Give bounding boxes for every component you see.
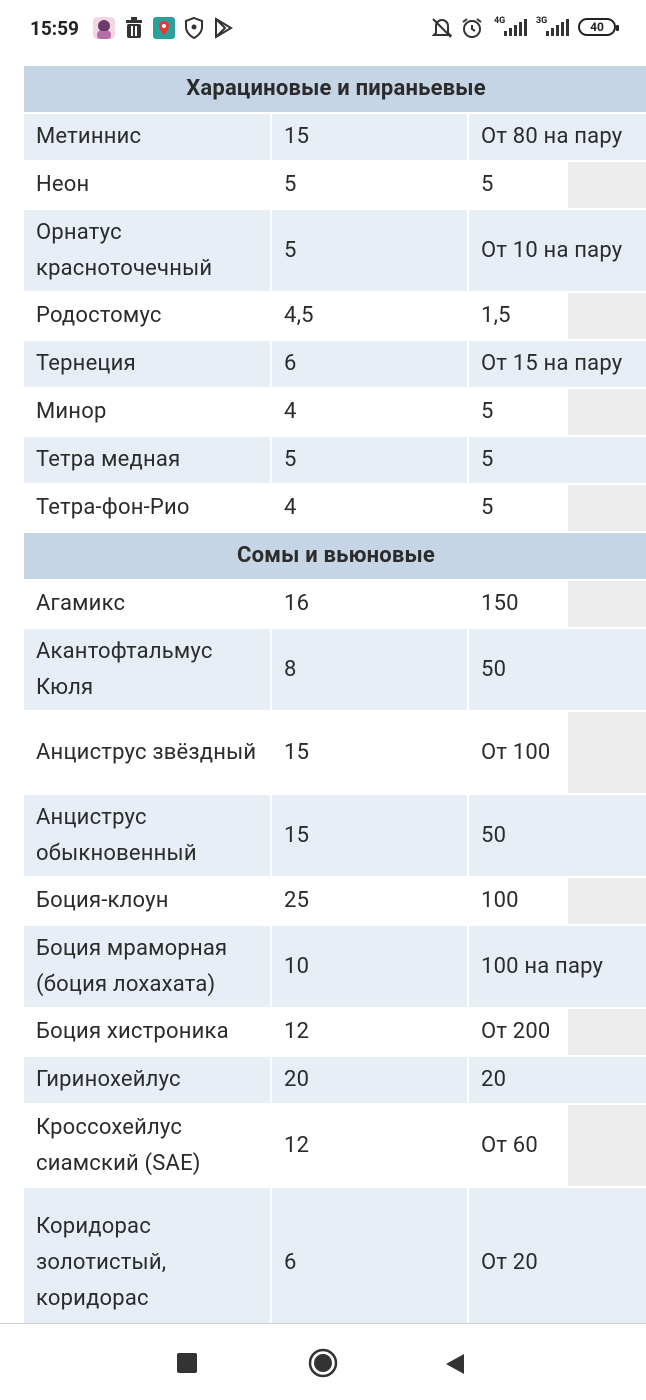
cell-volume: 5	[469, 485, 566, 531]
table-row	[24, 210, 646, 291]
cell-empty	[568, 878, 646, 924]
cell-empty	[568, 293, 646, 339]
cell-size: 5	[272, 437, 467, 483]
cell-name: Неон	[24, 162, 270, 208]
clock: 15:59	[30, 17, 79, 40]
cell-size: 5	[272, 162, 467, 208]
battery-level: 40	[590, 20, 604, 34]
cell-volume: От 80 на пару	[469, 114, 646, 160]
back-button[interactable]	[444, 1352, 466, 1376]
table-row	[24, 629, 646, 710]
network-type-1: 4G	[494, 16, 506, 26]
cell-volume: 50	[469, 629, 646, 710]
cell-volume: От 10 на пару	[469, 210, 646, 291]
mute-icon	[430, 16, 454, 40]
signal-icon	[536, 18, 572, 38]
cell-size: 16	[272, 581, 467, 627]
table-row	[24, 1188, 646, 1323]
cell-size: 4	[272, 389, 467, 435]
table-row	[24, 293, 646, 339]
cell-size: 15	[272, 795, 467, 876]
cell-volume: От 100	[469, 712, 566, 793]
table-row	[24, 878, 646, 924]
cell-size: 4	[272, 485, 467, 531]
fish-table	[22, 64, 646, 1323]
cell-size: 20	[272, 1057, 467, 1103]
cell-empty	[568, 1105, 646, 1186]
cell-volume: 100 на пару	[469, 926, 646, 1007]
recents-button[interactable]	[176, 1352, 198, 1374]
cell-volume: 1,5	[469, 293, 566, 339]
cell-volume: 5	[469, 389, 566, 435]
table-row	[24, 581, 646, 627]
table-row	[24, 712, 646, 793]
cell-volume: От 15 на пару	[469, 341, 646, 387]
cell-name: Тернеция	[24, 341, 270, 387]
section-title: Харациновые и пираньевые	[24, 66, 646, 112]
play-store-icon	[212, 16, 234, 40]
cell-size: 25	[272, 878, 467, 924]
table-row	[24, 795, 646, 876]
cell-volume: От 20	[469, 1188, 646, 1323]
cell-name: Гиринохейлус	[24, 1057, 270, 1103]
cell-size: 15	[272, 712, 467, 793]
cell-volume: От 200	[469, 1009, 566, 1055]
battery-icon	[578, 18, 616, 36]
table-section-header	[24, 66, 646, 112]
cell-size: 6	[272, 1188, 467, 1323]
table-row	[24, 341, 646, 387]
network-type-2: 3G	[536, 16, 548, 26]
cell-empty	[568, 581, 646, 627]
cell-size: 12	[272, 1105, 467, 1186]
cell-empty	[568, 389, 646, 435]
shield-icon	[183, 16, 205, 40]
cell-name: Анциструс звёздный	[24, 712, 270, 793]
cell-name: Орнатус красноточечный	[24, 210, 270, 291]
cell-empty	[568, 162, 646, 208]
signal-icon	[494, 18, 530, 38]
alarm-icon	[460, 16, 484, 40]
table-row	[24, 1057, 646, 1103]
navigation-bar	[0, 1323, 646, 1400]
cell-name: Агамикс	[24, 581, 270, 627]
cell-name: Боция мраморная (боция лохахата)	[24, 926, 270, 1007]
cell-size: 6	[272, 341, 467, 387]
table-row	[24, 485, 646, 531]
cell-volume: 20	[469, 1057, 646, 1103]
home-button[interactable]	[308, 1348, 338, 1378]
cell-empty	[568, 712, 646, 793]
cell-name: Родостомус	[24, 293, 270, 339]
cell-volume: От 60	[469, 1105, 566, 1186]
cell-name: Коридорас золотистый, коридорас	[24, 1188, 270, 1323]
maps-icon	[152, 16, 176, 40]
cell-name: Минор	[24, 389, 270, 435]
cell-volume: 5	[469, 162, 566, 208]
avatar-icon	[92, 16, 116, 40]
table-row	[24, 1105, 646, 1186]
page-content[interactable]	[0, 58, 646, 1323]
cell-size: 5	[272, 210, 467, 291]
cell-name: Акантофтальмус Кюля	[24, 629, 270, 710]
cell-name: Боция-клоун	[24, 878, 270, 924]
cell-size: 10	[272, 926, 467, 1007]
cell-name: Анциструс обыкновенный	[24, 795, 270, 876]
status-bar	[0, 0, 646, 58]
cell-volume: 100	[469, 878, 566, 924]
cell-volume: 5	[469, 437, 646, 483]
cell-size: 4,5	[272, 293, 467, 339]
table-row	[24, 1009, 646, 1055]
table-row	[24, 114, 646, 160]
cell-empty	[568, 485, 646, 531]
cell-size: 8	[272, 629, 467, 710]
cell-empty	[568, 1009, 646, 1055]
cell-size: 15	[272, 114, 467, 160]
cell-name: Кроссохейлус сиамский (SAE)	[24, 1105, 270, 1186]
table-row	[24, 162, 646, 208]
trash-icon	[123, 16, 145, 40]
cell-volume: 150	[469, 581, 566, 627]
cell-name: Метиннис	[24, 114, 270, 160]
table-row	[24, 926, 646, 1007]
cell-size: 12	[272, 1009, 467, 1055]
cell-name: Тетра-фон-Рио	[24, 485, 270, 531]
cell-name: Тетра медная	[24, 437, 270, 483]
cell-volume: 50	[469, 795, 646, 876]
section-title: Сомы и вьюновые	[24, 533, 646, 579]
table-section-header	[24, 533, 646, 579]
table-row	[24, 437, 646, 483]
table-row	[24, 389, 646, 435]
cell-name: Боция хистроника	[24, 1009, 270, 1055]
